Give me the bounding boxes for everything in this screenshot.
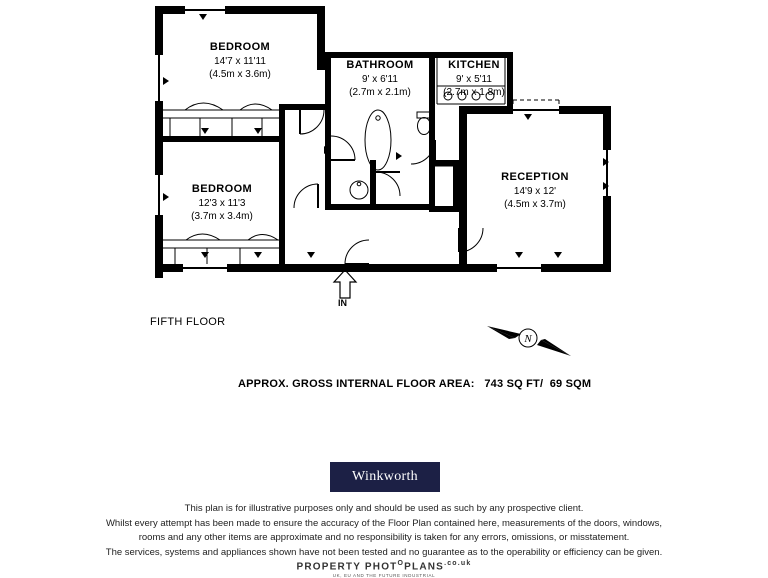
room-label-kitchen: KITCHEN 9' x 5'11 (2.7m x 1.8m) [443, 59, 505, 99]
entrance-label: IN [338, 298, 347, 308]
disclaimer-line-3: rooms and any other items are approximate and no responsibility is taken for any errors, omissions, or misstatement. [138, 532, 630, 544]
room-label-bathroom: BATHROOM 9' x 6'11 (2.7m x 2.1m) [346, 59, 414, 99]
propertyphotoplans-credit [0, 560, 768, 578]
wall-corridor-left [279, 104, 285, 144]
window-bedroom1-left-line [158, 55, 160, 101]
compass-rose [485, 312, 575, 362]
svg-text:N: N [524, 333, 532, 345]
window-reception-top-line [513, 109, 559, 111]
wall-bedrooms-divider [155, 136, 285, 142]
wall-exterior-top-left [155, 6, 325, 14]
room-label-bedroom-1: BEDROOM 14'7 x 11'11 (4.5m x 3.6m) [209, 41, 271, 81]
wall-reception-left [459, 106, 467, 272]
window-reception-bottom-line [497, 267, 541, 269]
window-bedroom1-top-line [185, 9, 225, 11]
gross-area-text: APPROX. GROSS INTERNAL FLOOR AREA: 743 SQ FT/ 69 SQM [238, 378, 592, 390]
window-bedroom2-bottom-line [183, 267, 227, 269]
disclaimer-block [0, 502, 768, 561]
credit-sub-line: UK, EU AND THE FUTURE INDUSTRIAL [332, 573, 436, 578]
wall-bedroom1-right-upper [317, 6, 325, 70]
wall-exterior-left [155, 6, 163, 278]
wall-bathroom-partition [370, 160, 376, 210]
wall-bathroom-bottom-right [376, 204, 435, 210]
credit-suffix: .co.uk [444, 560, 472, 567]
disclaimer-line-4: The services, systems and appliances shown have not been tested and no guarantee as to the operability or efficiency can be given. [105, 547, 663, 559]
credit-sup: O [397, 560, 405, 567]
floor-label: FIFTH FLOOR [150, 316, 226, 328]
window-bedroom2-left-line [158, 175, 160, 215]
credit-main-text: PROPERTY PHOT [296, 561, 398, 573]
wall-bathroom-bottom [331, 204, 376, 210]
window-reception-right-line [606, 150, 608, 196]
credit-main-line [0, 560, 768, 572]
winkworth-logo [330, 462, 440, 492]
room-label-reception: RECEPTION 14'9 x 12' (4.5m x 3.7m) [501, 171, 569, 211]
disclaimer-line-2: Whilst every attempt has been made to ensure the accuracy of the Floor Plan contained here, measurements of the doors, windows, [105, 517, 663, 529]
disclaimer-line-1: This plan is for illustrative purposes only and should be used as such by any prospective client. [184, 503, 584, 514]
wall-corridor-top [279, 104, 325, 110]
credit-main-end: PLANS [404, 561, 445, 573]
wall-hall-vert [453, 160, 459, 212]
room-label-bedroom-2: BEDROOM 12'3 x 11'3 (3.7m x 3.4m) [191, 183, 253, 223]
logo-text: Winkworth [352, 469, 418, 484]
compass-icon [485, 312, 575, 362]
